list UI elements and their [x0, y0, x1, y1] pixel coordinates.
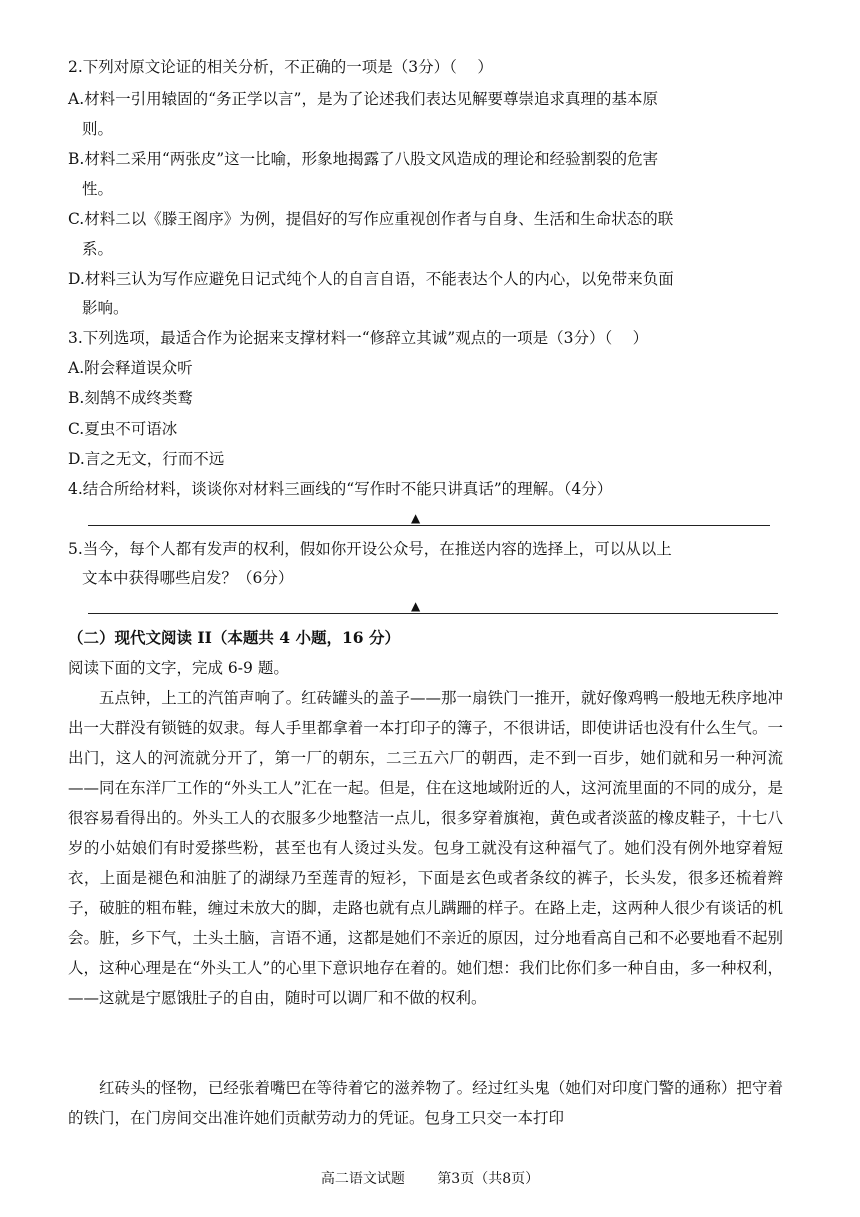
section-instruction: 阅读下面的文字，完成 6-9 题。: [68, 659, 289, 677]
answer-triangle-icon: ▲: [411, 599, 421, 613]
answer-line: [88, 613, 778, 614]
footer-page-number: 第3页（共8页）: [437, 1171, 540, 1187]
q3-option-d: D.言之无文，行而不远: [68, 450, 225, 468]
footer-title: 高二语文试题: [320, 1171, 405, 1187]
q5-line1: 5.当今，每个人都有发声的权利，假如你开设公众号，在推送内容的选择上，可以从以上: [68, 540, 672, 558]
q2-option-b-cont: 性。: [82, 180, 114, 198]
q2-option-c: C.材料二以《滕王阁序》为例，提倡好的写作应重视创作者与自身、生活和生命状态的联: [68, 210, 674, 228]
passage-paragraph-1: 五点钟，上工的汽笛声响了。红砖罐头的盖子——那一扇铁门一推开，就好像鸡鸭一般地无秩序地冲出一大群没有锁链的奴隶。每人手里都拿着一本打印子的簿子，不很讲话，即使讲话也没有什么生气。一出门，这人的河流就分开了，第一厂的朝东，二三五六厂的朝西，走不到一百步，她们就和另一种河流——同在东洋厂工作的“外头工人”汇在一起。但是，住在这地域附近的人，这河流里面的不同的成分，是很容易看得出的。外头工人的衣服多少地整洁一点儿，很多穿着旗袍，黄色或者淡蓝的橡皮鞋子，十七八岁的小姑娘们有时爱搽些粉，甚至也有人烫过头发。包身工就没有这种福气了。她们没有例外地穿着短衣，上面是褪色和油脏了的湖绿乃至莲青的短衫，下面是玄色或者条纹的裤子，长头发，很多还梳着辫子，破脏的粗布鞋，缠过未放大的脚，走路也就有点儿蹒跚的样子。在路上走，这两种人很少有谈话的机会。脏，乡下气，土头土脑，言语不通，这都是她们不亲近的原因，过分地看高自己和不必要地看不起别人，这种心理是在“外头工人”的心里下意识地存在着的。她们想：我们比你们多一种自由，多一种权利，——这就是宁愿饿肚子的自由，随时可以调厂和不做的权利。: [68, 689, 783, 1007]
q2-option-c-cont: 系。: [82, 240, 114, 258]
q2-stem: 2.下列对原文论证的相关分析，不正确的一项是（3分）（ ）: [68, 58, 493, 76]
q3-option-a: A.附会释道误众听: [68, 359, 193, 377]
answer-line: [88, 525, 770, 526]
q5-line2: 文本中获得哪些启发？（6分）: [82, 569, 294, 587]
q2-option-a-cont: 则。: [82, 120, 114, 138]
passage-paragraph-2: 红砖头的怪物，已经张着嘴巴在等待着它的滋养物了。经过红头鬼（她们对印度门警的通称）把守着的铁门，在门房间交出准许她们贡献劳动力的凭证。包身工只交一本打印: [68, 1079, 783, 1127]
q2-option-a: A.材料一引用辕固的“务正学以言”，是为了论述我们表达见解要尊崇追求真理的基本原: [68, 90, 658, 108]
section-title: （二）现代文阅读 II（本题共 4 小题，16 分）: [68, 628, 400, 647]
page-footer: [0, 1168, 860, 1188]
q3-option-b: B.刻鹄不成终类鹜: [68, 389, 193, 407]
answer-triangle-icon: ▲: [411, 511, 421, 525]
q4-stem: 4.结合所给材料，谈谈你对材料三画线的“写作时不能只讲真话”的理解。（4分）: [68, 480, 613, 498]
q2-option-d: D.材料三认为写作应避免日记式纯个人的自言自语，不能表达个人的内心，以免带来负面: [68, 270, 674, 288]
q3-option-c: C.夏虫不可语冰: [68, 420, 178, 438]
q3-stem: 3.下列选项，最适合作为论据来支撑材料一“修辞立其诚”观点的一项是（3分）（ ）: [68, 329, 649, 347]
q2-option-d-cont: 影响。: [82, 299, 129, 317]
q2-option-b: B.材料二采用“两张皮”这一比喻，形象地揭露了八股文风造成的理论和经验割裂的危害: [68, 150, 659, 168]
